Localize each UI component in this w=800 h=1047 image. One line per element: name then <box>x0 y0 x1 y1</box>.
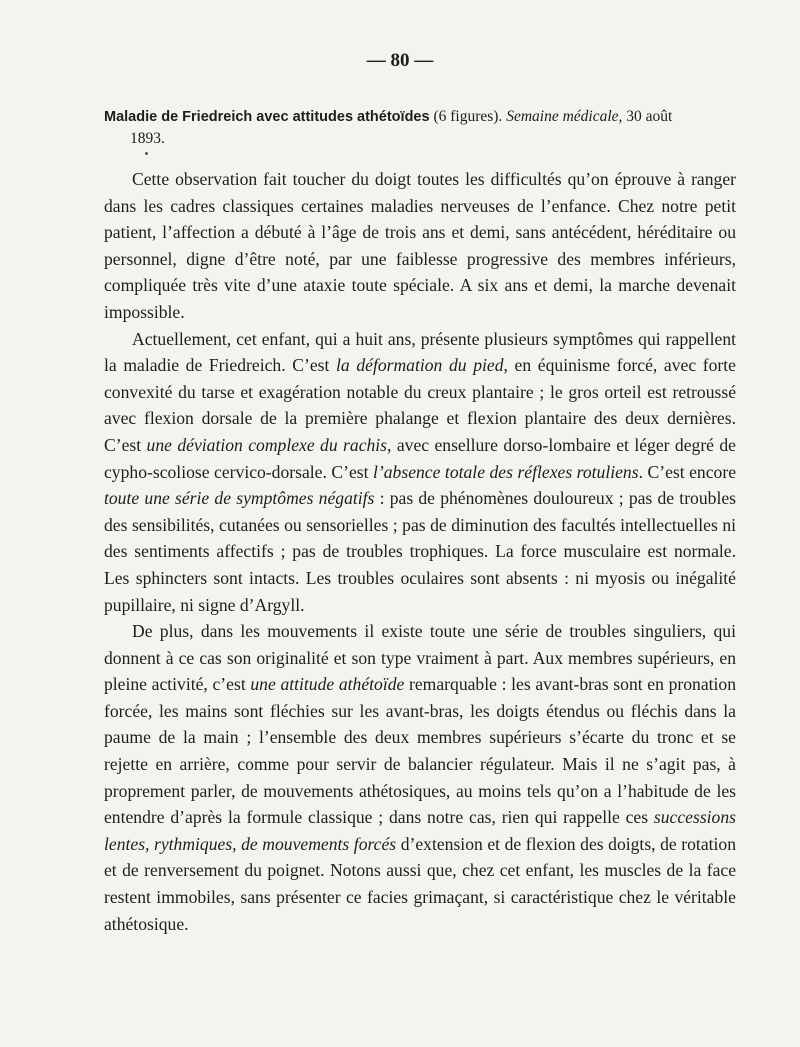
publication-year: 1893. <box>130 130 165 147</box>
publication-date: 30 août <box>626 108 673 125</box>
bibliography-heading <box>104 106 732 150</box>
italic-run: l’absence totale des réflexes rotuliens <box>373 461 639 482</box>
journal-name: Semaine médicale, <box>506 108 623 125</box>
article-title: Maladie de Friedreich avec attitudes athétoïdes <box>104 109 430 125</box>
italic-run: successions lentes, rythmiques, de mouvements forcés <box>104 807 736 854</box>
article-body <box>104 166 736 937</box>
text-run: Actuellement, cet enfant, qui a huit ans, présente plusieurs symptômes qui rappellent la maladie de Friedreich. C’est <box>104 328 736 376</box>
text-run: : pas de phénomènes douloureux ; pas de troubles des sensibilités, cutanées ou sensorielles ; pas de diminution des facultés intellectuelles ni des sentiments affectifs ; pas de troubles trophiques. La force musculaire est normale. Les sphincters sont intacts. Les troubles oculaires sont absents : ni myosis ou inégalité pupillaire, ni signe d’Argyll. <box>104 488 736 615</box>
figure-count: (6 figures). <box>433 108 503 125</box>
italic-run: la déformation du pied <box>336 355 504 376</box>
text-run: De plus, dans les mouvements il existe toute une série de troubles singuliers, qui donnent à ce cas son originalité et son type vraiment à part. Aux membres supérieurs, en pleine activité, c’est <box>104 621 736 695</box>
page-number: — 80 — <box>366 50 434 71</box>
text-run: , en équinisme forcé, avec forte convexité du tarse et exagération notable du creux plantaire ; le gros orteil est retroussé avec flexion dorsale de la première phalange et flexion plantaire des deux dernières. C’est <box>104 355 736 455</box>
italic-run: une attitude athétoïde <box>250 674 405 695</box>
text-run: , avec ensellure dorso-lombaire et léger degré de cypho-scoliose cervico-dorsale. C’est <box>104 434 736 482</box>
text-run: . C’est encore <box>638 461 736 482</box>
paragraph-1: Cette observation fait toucher du doigt toutes les difficultés qu’on éprouve à ranger dans les cadres classiques certaines maladies nerveuses de l’enfance. Chez notre petit patient, l’affection a débuté à l’âge de trois ans et demi, sans antécédent, héréditaire ou personnel, digne d’être noté, par une faiblesse progressive des membres inférieurs, compliquée très vite d’une ataxie toute spéciale. A six ans et demi, la marche devenait impossible. <box>104 169 736 322</box>
ink-dot <box>145 152 148 155</box>
text-run: remarquable : les avant-bras sont en pronation forcée, les mains sont fléchies sur les avant-bras, les doigts étendus ou fléchis dans la paume de la main ; l’ensemble des deux membres supérieurs s’écarte du tronc et se rejette en arrière, comme pour servir de balancier régulateur. Mais il ne s’agit pas, à proprement parler, de mouvements athétosiques, au moins tels qu’on a l’habitude de les entendre d’après la formule classique ; dans notre cas, rien qui rappelle ces <box>104 674 736 828</box>
italic-run: toute une série de symptômes négatifs <box>104 488 375 509</box>
paragraph-2 <box>104 326 736 619</box>
italic-run: une déviation complexe du rachis <box>146 434 388 455</box>
text-run: d’extension et de flexion des doigts, de rotation et de renversement du poignet. Notons aussi que, chez cet enfant, les muscles de la face restent immobiles, sans présenter ce facies grimaçant, si caractéristique chez le véritable athétosique. <box>104 833 736 934</box>
paragraph-3 <box>104 618 736 937</box>
